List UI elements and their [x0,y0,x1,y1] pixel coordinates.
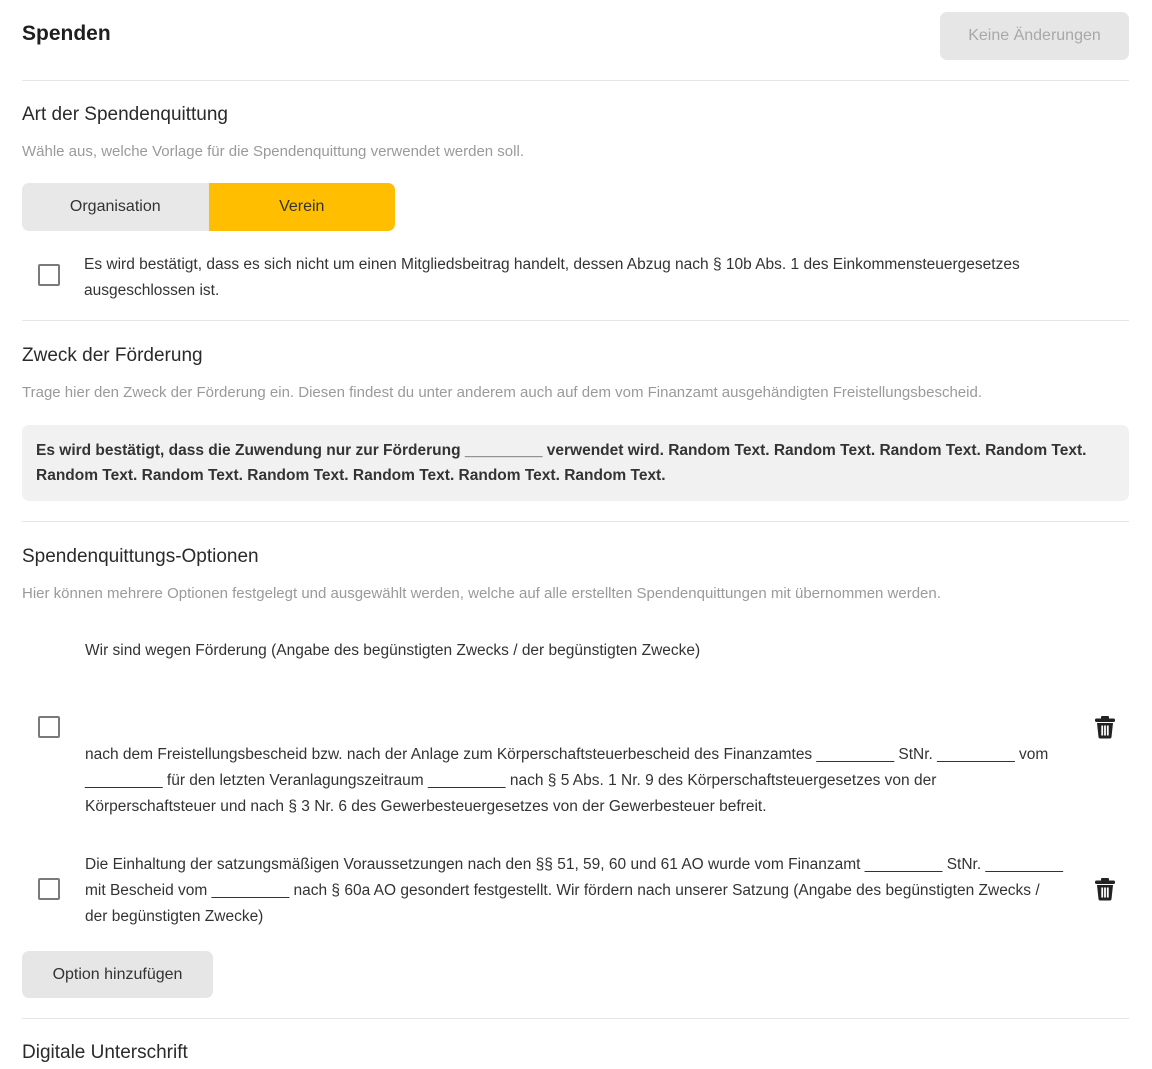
receipt-type-toggle [22,183,395,231]
options-description: Hier können mehrere Optionen festgelegt und ausgewählt werden, welche auf alle erstellten Spendenquittungen mit übernommen werden. [22,585,941,602]
add-option-button[interactable]: Option hinzufügen [22,951,213,998]
page-header [22,0,1129,81]
divider [22,1018,1129,1019]
signature-title: Digitale Unterschrift [22,1042,188,1063]
purpose-description: Trage hier den Zweck der Förderung ein. Diesen findest du unter anderem auch auf dem vom Finanzamt ausgehändigten Freistellungsbescheid. [22,384,982,401]
purpose-textarea[interactable]: Es wird bestätigt, dass die Zuwendung nur zur Förderung _________ verwendet wird. Random Text. Random Text. Random Text. Random Text. Random Text. Random Text. Random Text. Random Text. Random Text. Random Text. [22,425,1129,501]
option-1-checkbox[interactable] [38,716,60,738]
membership-confirmation-checkbox[interactable] [38,264,60,286]
purpose-title: Zweck der Förderung [22,345,203,366]
option-2-checkbox[interactable] [38,878,60,900]
option-1-text-top: Wir sind wegen Förderung (Angabe des begünstigten Zwecks / der begünstigten Zwecke) [85,642,701,659]
trash-icon[interactable] [1094,877,1116,901]
page-title: Spenden [22,22,111,45]
option-1-text-bottom: nach dem Freistellungsbescheid bzw. nach der Anlage zum Körperschaftsteuerbescheid des Finanzamtes _________ StNr. _________ vom _________ für den letzten Veranlagungszeitraum _________ nach § 5 Abs. 1 Nr. 9 des Körperschaftsteuergesetzes von der Körperschaftsteuer und nach § 3 Nr. 6 des Gewerbesteuergesetzes von der Gewerbesteuer befreit. [85,746,1049,815]
receipt-type-option-organisation[interactable]: Organisation [22,183,209,231]
membership-confirmation-text: Es wird bestätigt, dass es sich nicht um einen Mitgliedsbeitrag handelt, dessen Abzug nach § 10b Abs. 1 des Einkommensteuergesetzes ausgeschlossen ist. [84,256,1020,299]
options-title: Spendenquittungs-Optionen [22,546,259,567]
receipt-type-option-verein[interactable]: Verein [209,183,396,231]
receipt-type-title: Art der Spendenquittung [22,104,228,125]
divider [22,320,1129,321]
save-button[interactable]: Keine Änderungen [940,12,1129,60]
receipt-type-description: Wähle aus, welche Vorlage für die Spendenquittung verwendet werden soll. [22,143,524,160]
option-2-text: Die Einhaltung der satzungsmäßigen Voraussetzungen nach den §§ 51, 59, 60 und 61 AO wurde vom Finanzamt _________ StNr. _________ mit Bescheid vom _________ nach § 60a AO gesondert festgestellt. Wir fördern nach unserer Satzung (Angabe des begünstigten Zwecks / der begünstigten Zwecke) [85,856,1064,925]
divider [22,521,1129,522]
trash-icon[interactable] [1094,715,1116,739]
